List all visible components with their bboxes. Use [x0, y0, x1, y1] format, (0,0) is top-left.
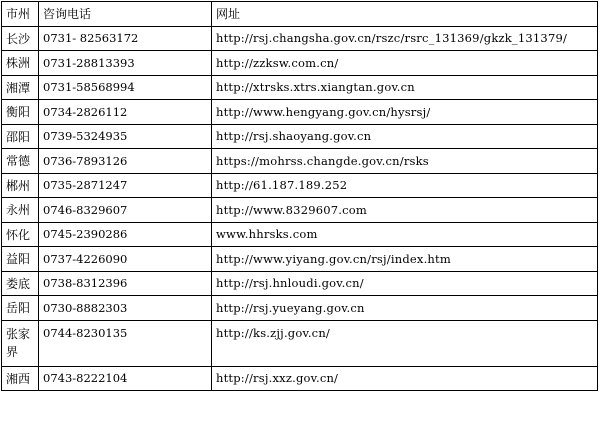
contact-table	[1, 1, 598, 391]
cell-city: 岳阳	[2, 296, 39, 321]
cell-city: 邵阳	[2, 124, 39, 149]
cell-city: 株洲	[2, 51, 39, 76]
table-header-row	[2, 2, 598, 27]
cell-url: www.hhrsks.com	[212, 222, 598, 247]
cell-phone: 0736-7893126	[39, 149, 212, 174]
cell-phone: 0731- 82563172	[39, 26, 212, 51]
cell-url: https://mohrss.changde.gov.cn/rsks	[212, 149, 598, 174]
table-row	[2, 51, 598, 76]
cell-phone: 0745-2390286	[39, 222, 212, 247]
header-city: 市州	[2, 2, 39, 27]
cell-city: 怀化	[2, 222, 39, 247]
cell-phone: 0737-4226090	[39, 247, 212, 272]
table-row	[2, 296, 598, 321]
cell-city: 湘潭	[2, 75, 39, 100]
header-phone: 咨询电话	[39, 2, 212, 27]
table-row	[2, 247, 598, 272]
cell-url: http://rsj.xxz.gov.cn/	[212, 366, 598, 391]
table-row	[2, 222, 598, 247]
table-row	[2, 100, 598, 125]
cell-phone: 0738-8312396	[39, 271, 212, 296]
cell-url: http://rsj.yueyang.gov.cn	[212, 296, 598, 321]
cell-phone: 0743-8222104	[39, 366, 212, 391]
cell-url: http://www.8329607.com	[212, 198, 598, 223]
cell-url: http://rsj.hnloudi.gov.cn/	[212, 271, 598, 296]
cell-city: 娄底	[2, 271, 39, 296]
cell-url: http://www.hengyang.gov.cn/hysrsj/	[212, 100, 598, 125]
cell-city: 长沙	[2, 26, 39, 51]
cell-url: http://ks.zjj.gov.cn/	[212, 320, 598, 366]
cell-city: 郴州	[2, 173, 39, 198]
cell-phone: 0731-28813393	[39, 51, 212, 76]
cell-phone: 0730-8882303	[39, 296, 212, 321]
cell-url: http://www.yiyang.gov.cn/rsj/index.htm	[212, 247, 598, 272]
cell-phone: 0735-2871247	[39, 173, 212, 198]
table-row	[2, 320, 598, 366]
table-row	[2, 149, 598, 174]
cell-city: 益阳	[2, 247, 39, 272]
cell-phone: 0739-5324935	[39, 124, 212, 149]
table-row	[2, 124, 598, 149]
cell-city: 张家界	[2, 320, 39, 366]
table-row	[2, 271, 598, 296]
cell-phone: 0746-8329607	[39, 198, 212, 223]
table-row	[2, 26, 598, 51]
cell-city: 湘西	[2, 366, 39, 391]
cell-url: http://zzksw.com.cn/	[212, 51, 598, 76]
cell-city: 永州	[2, 198, 39, 223]
table-row	[2, 75, 598, 100]
cell-city: 衡阳	[2, 100, 39, 125]
cell-phone: 0744-8230135	[39, 320, 212, 366]
cell-url: http://rsj.changsha.gov.cn/rszc/rsrc_131369/gkzk_131379/	[212, 26, 598, 51]
header-url: 网址	[212, 2, 598, 27]
cell-url: http://61.187.189.252	[212, 173, 598, 198]
table-row	[2, 366, 598, 391]
cell-city: 常德	[2, 149, 39, 174]
cell-phone: 0731-58568994	[39, 75, 212, 100]
cell-phone: 0734-2826112	[39, 100, 212, 125]
cell-url: http://xtrsks.xtrs.xiangtan.gov.cn	[212, 75, 598, 100]
table-row	[2, 173, 598, 198]
table-row	[2, 198, 598, 223]
cell-url: http://rsj.shaoyang.gov.cn	[212, 124, 598, 149]
